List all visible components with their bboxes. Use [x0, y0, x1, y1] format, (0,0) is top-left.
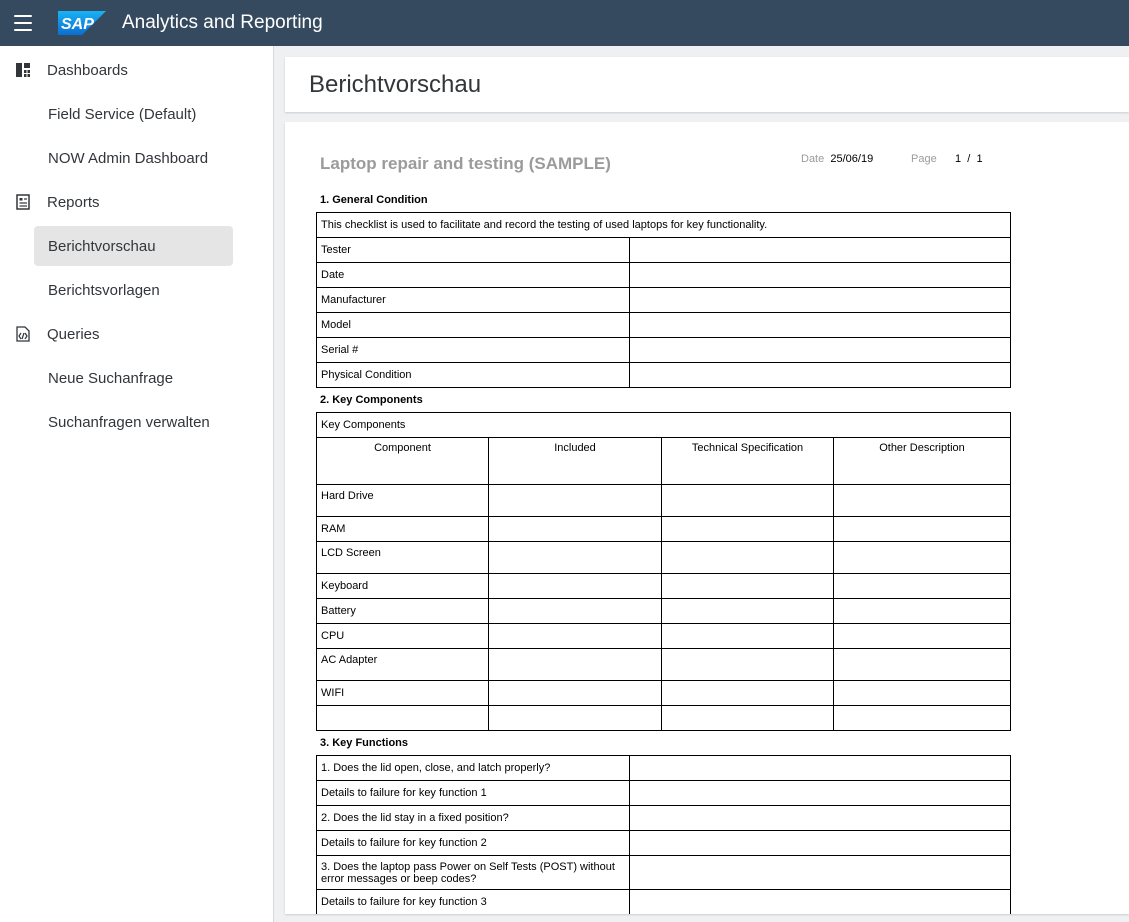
table-row — [317, 649, 1011, 681]
nav-group-label: Queries — [47, 325, 100, 343]
report-page — [911, 153, 983, 165]
table-row — [317, 681, 1011, 706]
column-header: Other Description — [834, 438, 1011, 485]
column-header: Component — [317, 438, 489, 485]
page-value: 1 / 1 — [955, 153, 983, 165]
key-functions-table — [316, 755, 1011, 914]
query-icon — [14, 325, 32, 343]
sap-logo-text: SAP — [61, 16, 94, 33]
key-components-table — [316, 412, 1011, 731]
table-row — [317, 313, 1011, 338]
table-row — [317, 213, 1011, 238]
nav-group-dashboards[interactable] — [0, 48, 273, 92]
component-cell: CPU — [317, 624, 489, 649]
nav-group-label: Dashboards — [47, 61, 128, 79]
table-row — [317, 706, 1011, 731]
column-header: Technical Specification — [662, 438, 834, 485]
table-row — [317, 756, 1011, 781]
menu-icon[interactable] — [0, 0, 46, 46]
column-header: Included — [489, 438, 662, 485]
page-label: Page — [911, 153, 937, 165]
app-title: Analytics and Reporting — [122, 12, 323, 33]
section-heading-key-components: 2. Key Components — [320, 394, 423, 406]
function-label: Details to failure for key function 1 — [317, 781, 630, 806]
section-heading-key-functions: 3. Key Functions — [320, 737, 409, 749]
report-icon — [14, 193, 32, 211]
row-value — [630, 363, 1011, 388]
function-label: 1. Does the lid open, close, and latch properly? — [317, 756, 630, 781]
side-navigation — [0, 46, 274, 922]
function-label: Details to failure for key function 2 — [317, 831, 630, 856]
function-label: 3. Does the laptop pass Power on Self Tests (POST) without error messages or beep codes? — [317, 856, 630, 890]
row-label: Serial # — [317, 338, 630, 363]
row-label: Tester — [317, 238, 630, 263]
intro-cell: This checklist is used to facilitate and record the testing of used laptops for key functionality. — [317, 213, 1011, 238]
row-value — [630, 238, 1011, 263]
row-value — [630, 338, 1011, 363]
table-row — [317, 624, 1011, 649]
nav-item-field-service[interactable]: Field Service (Default) — [48, 105, 197, 123]
table-row — [317, 574, 1011, 599]
table-row — [317, 517, 1011, 542]
row-value — [630, 313, 1011, 338]
sap-logo[interactable] — [58, 11, 106, 35]
nav-item-berichtsvorlagen[interactable]: Berichtsvorlagen — [48, 281, 160, 299]
report-title: Laptop repair and testing (SAMPLE) — [320, 154, 611, 173]
function-label: Details to failure for key function 3 — [317, 890, 630, 915]
component-cell: Keyboard — [317, 574, 489, 599]
table-row — [317, 890, 1011, 915]
component-cell — [317, 706, 489, 731]
page-header — [285, 57, 1129, 112]
table-header-row — [317, 438, 1011, 485]
section-heading-general-condition: 1. General Condition — [320, 194, 428, 206]
row-value — [630, 288, 1011, 313]
table-row — [317, 413, 1011, 438]
general-condition-table — [316, 212, 1011, 388]
function-label: 2. Does the lid stay in a fixed position? — [317, 806, 630, 831]
shell-bar — [0, 0, 1129, 46]
table-row — [317, 238, 1011, 263]
table-row — [317, 831, 1011, 856]
nav-item-now-admin-dashboard[interactable]: NOW Admin Dashboard — [48, 149, 209, 167]
component-cell: LCD Screen — [317, 542, 489, 574]
date-value: 25/06/19 — [830, 153, 874, 165]
nav-group-reports[interactable] — [0, 180, 273, 224]
dashboard-icon — [14, 61, 32, 79]
nav-group-queries[interactable] — [0, 312, 273, 356]
table-row — [317, 542, 1011, 574]
row-label: Date — [317, 263, 630, 288]
nav-item-suchanfragen-verwalten[interactable]: Suchanfragen verwalten — [48, 413, 210, 431]
date-label: Date — [801, 153, 825, 165]
component-cell: AC Adapter — [317, 649, 489, 681]
table-row — [317, 338, 1011, 363]
table-row — [317, 806, 1011, 831]
report-date — [801, 153, 873, 165]
nav-group-label: Reports — [47, 193, 100, 211]
table-row — [317, 288, 1011, 313]
component-cell: RAM — [317, 517, 489, 542]
row-label: Manufacturer — [317, 288, 630, 313]
table-row — [317, 363, 1011, 388]
table-row — [317, 599, 1011, 624]
component-cell: WIFI — [317, 681, 489, 706]
row-label: Model — [317, 313, 630, 338]
table-row — [317, 485, 1011, 517]
row-value — [630, 263, 1011, 288]
component-cell: Hard Drive — [317, 485, 489, 517]
nav-item-berichtvorschau[interactable]: Berichtvorschau — [34, 226, 233, 266]
nav-item-neue-suchanfrage[interactable]: Neue Suchanfrage — [48, 369, 174, 387]
table-row — [317, 263, 1011, 288]
caption-cell: Key Components — [317, 413, 1011, 438]
table-row — [317, 781, 1011, 806]
report-preview[interactable] — [285, 122, 1129, 914]
page-title: Berichtvorschau — [309, 70, 482, 98]
component-cell: Battery — [317, 599, 489, 624]
row-label: Physical Condition — [317, 363, 630, 388]
table-row — [317, 856, 1011, 890]
